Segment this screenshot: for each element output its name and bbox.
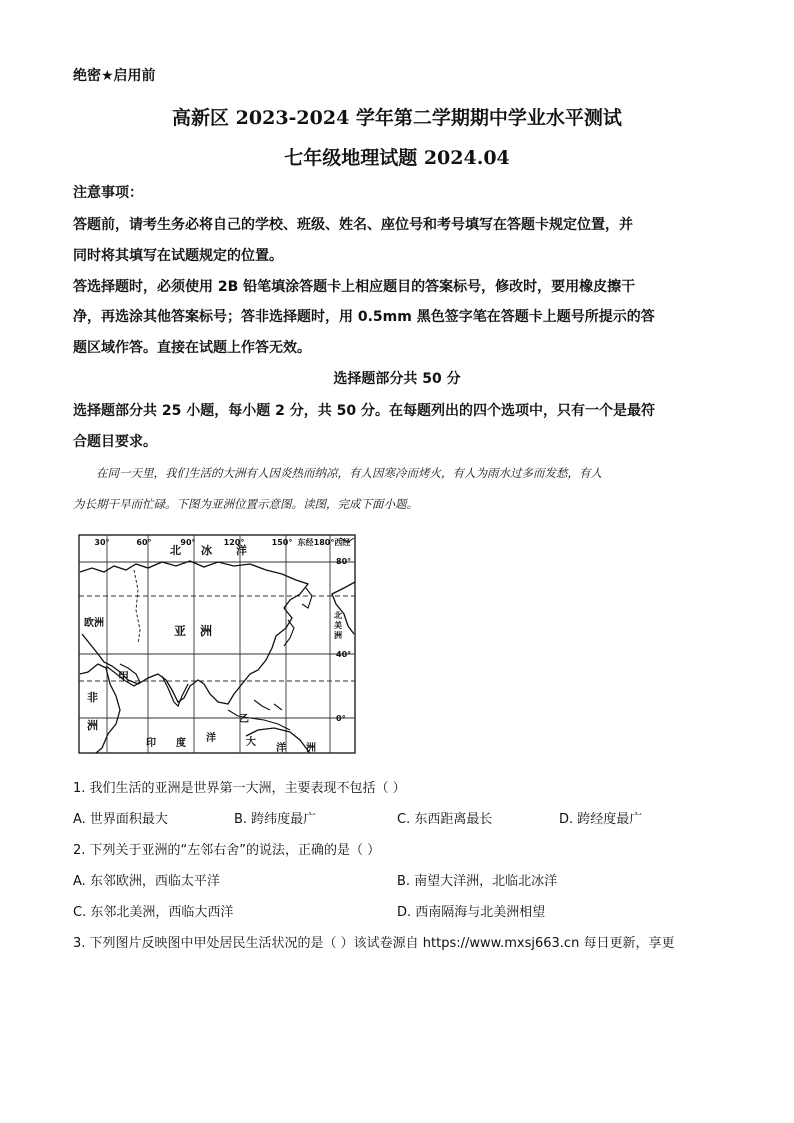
point-yi-label: 乙 [239,714,249,725]
indian-ocean-label: 度 [176,738,186,749]
latitude-label: 80° [336,557,352,566]
oceania-label: 大 [246,737,256,748]
question-stem: 1. 我们生活的亚洲是世界第一大洲，主要表现不包括（ ） [73,781,406,796]
question-option[interactable]: B. 南望大洋洲，北临北冰洋 [397,874,558,889]
asia-label: 洲 [200,624,213,638]
question-stem: 3. 下列图片反映图中甲处居民生活状况的是（ ）该试卷源自 https://www.mxsj663.cn 每日更新，享更 [73,936,675,951]
question-option[interactable]: A. 东邻欧洲，西临太平洋 [73,874,220,889]
notes-line: 题区域作答。直接在试题上作答无效。 [73,340,311,356]
question-option[interactable]: C. 东西距离最长 [397,812,493,827]
exam-title: 高新区 2023-2024 学年第二学期期中学业水平测试 [172,107,622,129]
question-stem: 2. 下列关于亚洲的“左邻右舍”的说法，正确的是（ ） [73,843,381,858]
exam-subtitle: 七年级地理试题 2024.04 [284,147,510,169]
arctic-ocean-label: 北 [170,544,181,557]
section-desc: 合题目要求。 [73,434,157,450]
question-option[interactable]: D. 跨经度最广 [559,812,643,827]
indian-ocean-label: 印 [146,738,156,749]
notes-line: 同时将其填写在试题规定的位置。 [73,248,283,264]
longitude-label: 东经180°西经 [297,538,351,547]
question-option[interactable]: A. 世界面积最大 [73,812,168,827]
africa-label: 非 [87,691,98,704]
arctic-ocean-label: 冰 [201,544,212,557]
longitude-label: 120° [223,538,245,547]
section-title: 选择题部分共 50 分 [333,371,461,387]
longitude-label: 90° [180,538,196,547]
asia-label: 亚 [174,624,187,638]
question-option[interactable]: B. 跨纬度最广 [234,812,317,827]
oceania-label: 洋 [276,743,286,754]
asia-location-map [78,534,360,756]
section-desc: 选择题部分共 25 小题，每小题 2 分，共 50 分。在每题列出的四个选项中，只有一个是最符 [73,403,655,419]
intro-text: 在同一天里，我们生活的大洲有人因炎热而纳凉，有人因寒冷而烤火，有人为雨水过多而发愁，有人 [96,466,602,480]
arctic-ocean-label: 洋 [236,544,247,557]
notes-line: 答选择题时，必须使用 2B 铅笔填涂答题卡上相应题目的答案标号，修改时，要用橡皮擦干 [73,279,636,295]
oceania-label: 洲 [306,743,316,754]
latitude-label: 0° [336,714,346,723]
secret-label: 绝密★启用前 [73,68,156,84]
question-option[interactable]: D. 西南隔海与北美洲相望 [397,905,546,920]
intro-text: 为长期干旱而忙碌。下图为亚洲位置示意图。读图，完成下面小题。 [73,497,418,511]
europe-label: 欧洲 [84,618,104,629]
indian-ocean-label: 洋 [206,733,216,744]
question-option[interactable]: C. 东邻北美洲，西临大西洋 [73,905,234,920]
point-jia-label: 甲 [118,670,129,683]
africa-label: 洲 [87,719,98,732]
longitude-label: 150° [271,538,293,547]
longitude-label: 30° [94,538,110,547]
latitude-label: 40° [336,650,352,659]
notes-line: 答题前，请考生务必将自己的学校、班级、姓名、座位号和考号填写在答题卡规定位置，并 [73,217,633,233]
longitude-label: 60° [136,538,152,547]
notes-line: 净，再选涂其他答案标号；答非选择题时，用 0.5mm 黑色签字笔在答题卡上题号所提示的答 [73,309,655,325]
notes-heading: 注意事项： [73,185,143,201]
north-america-label: 北美洲 [334,611,342,640]
